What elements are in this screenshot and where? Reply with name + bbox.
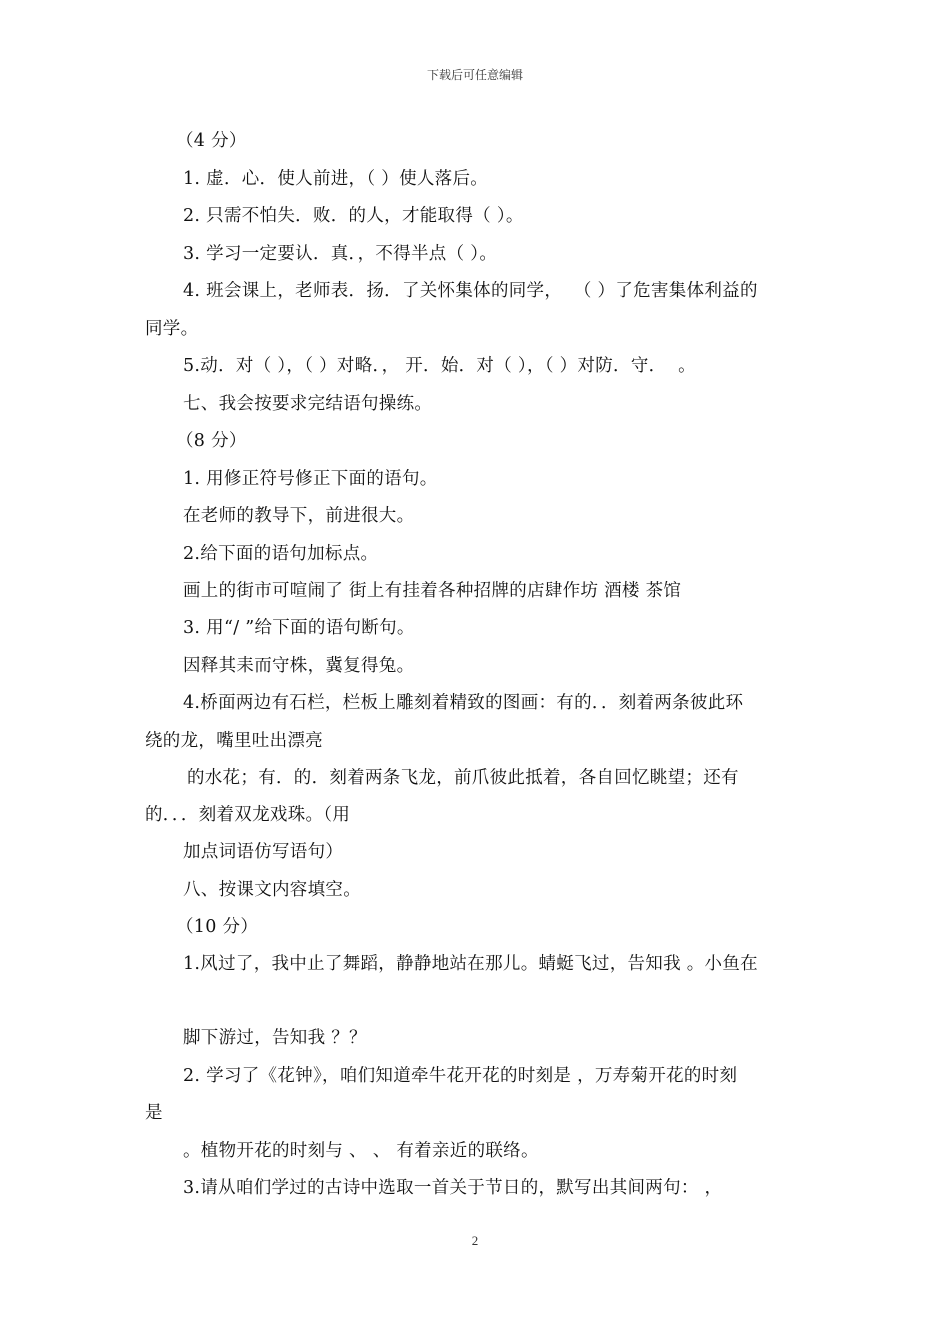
- text-line: 脚下游过，告知我 ？？: [183, 1028, 367, 1048]
- text-line: 画上的街市可喧闹了 街上有挂着各种招牌的店肆作坊 酒楼 茶馆: [183, 581, 682, 601]
- text-line: 1. 虚．心．使人前进，（ ）使人落后。: [183, 169, 489, 189]
- text-line: 的水花；有．的．刻着两条飞龙，前爪彼此抵着，各自回忆眺望；还有: [187, 768, 739, 788]
- text-line: 2.给下面的语句加标点。: [183, 544, 379, 564]
- text-line: 1.风过了，我中止了舞蹈，静静地站在那儿。蜻蜓飞过，告知我 。小鱼在: [183, 954, 758, 974]
- text-line: 加点词语仿写语句）: [183, 842, 344, 862]
- text-line: 同学。: [145, 319, 199, 339]
- section-heading: 七、我会按要求完结语句操练。: [183, 394, 433, 414]
- text-line: 2. 只需不怕失．败．的人，才能取得（ ）。: [183, 206, 524, 226]
- text-line: 2. 学习了《花钟》，咱们知道牵牛花开花的时刻是 ，万寿菊开花的时刻: [183, 1066, 738, 1086]
- text-line: 5.动．对（ ），（ ）对略．， 开．始．对（ ），（ ）对防．守． 。: [183, 356, 696, 376]
- section-heading: 八、按课文内容填空。: [183, 880, 361, 900]
- text-line: （4 分）: [176, 131, 247, 151]
- text-line: 在老师的教导下，前进很大。: [183, 506, 415, 526]
- text-line: 的．．．刻着双龙戏珠。（用: [145, 805, 351, 825]
- text-line: 因释其耒而守株，冀复得兔。: [183, 656, 415, 676]
- text-line: 1. 用修正符号修正下面的语句。: [183, 469, 438, 489]
- text-line: 3.请从咱们学过的古诗中选取一首关于节日的，默写出其间两句： ，: [183, 1178, 723, 1198]
- text-line: 绕的龙，嘴里吐出漂亮: [145, 731, 323, 751]
- text-line: （10 分）: [176, 917, 259, 937]
- text-line: 4.桥面两边有石栏，栏板上雕刻着精致的图画：有的．．刻着两条彼此环: [183, 693, 744, 713]
- text-line: 3. 用“/ ”给下面的语句断句。: [183, 618, 415, 638]
- text-line: 4. 班会课上，老师表．扬．了关怀集体的同学， （ ）了危害集体利益的: [183, 281, 758, 301]
- text-line: 。植物开花的时刻与 、 、 有着亲近的联络。: [183, 1141, 539, 1161]
- text-line: 3. 学习一定要认．真．，不得半点（ ）。: [183, 244, 498, 264]
- text-line: （8 分）: [176, 431, 247, 451]
- text-line: 是: [145, 1103, 163, 1123]
- page-number: 2: [471, 1233, 479, 1248]
- page-header: 下载后可任意编辑: [426, 68, 523, 82]
